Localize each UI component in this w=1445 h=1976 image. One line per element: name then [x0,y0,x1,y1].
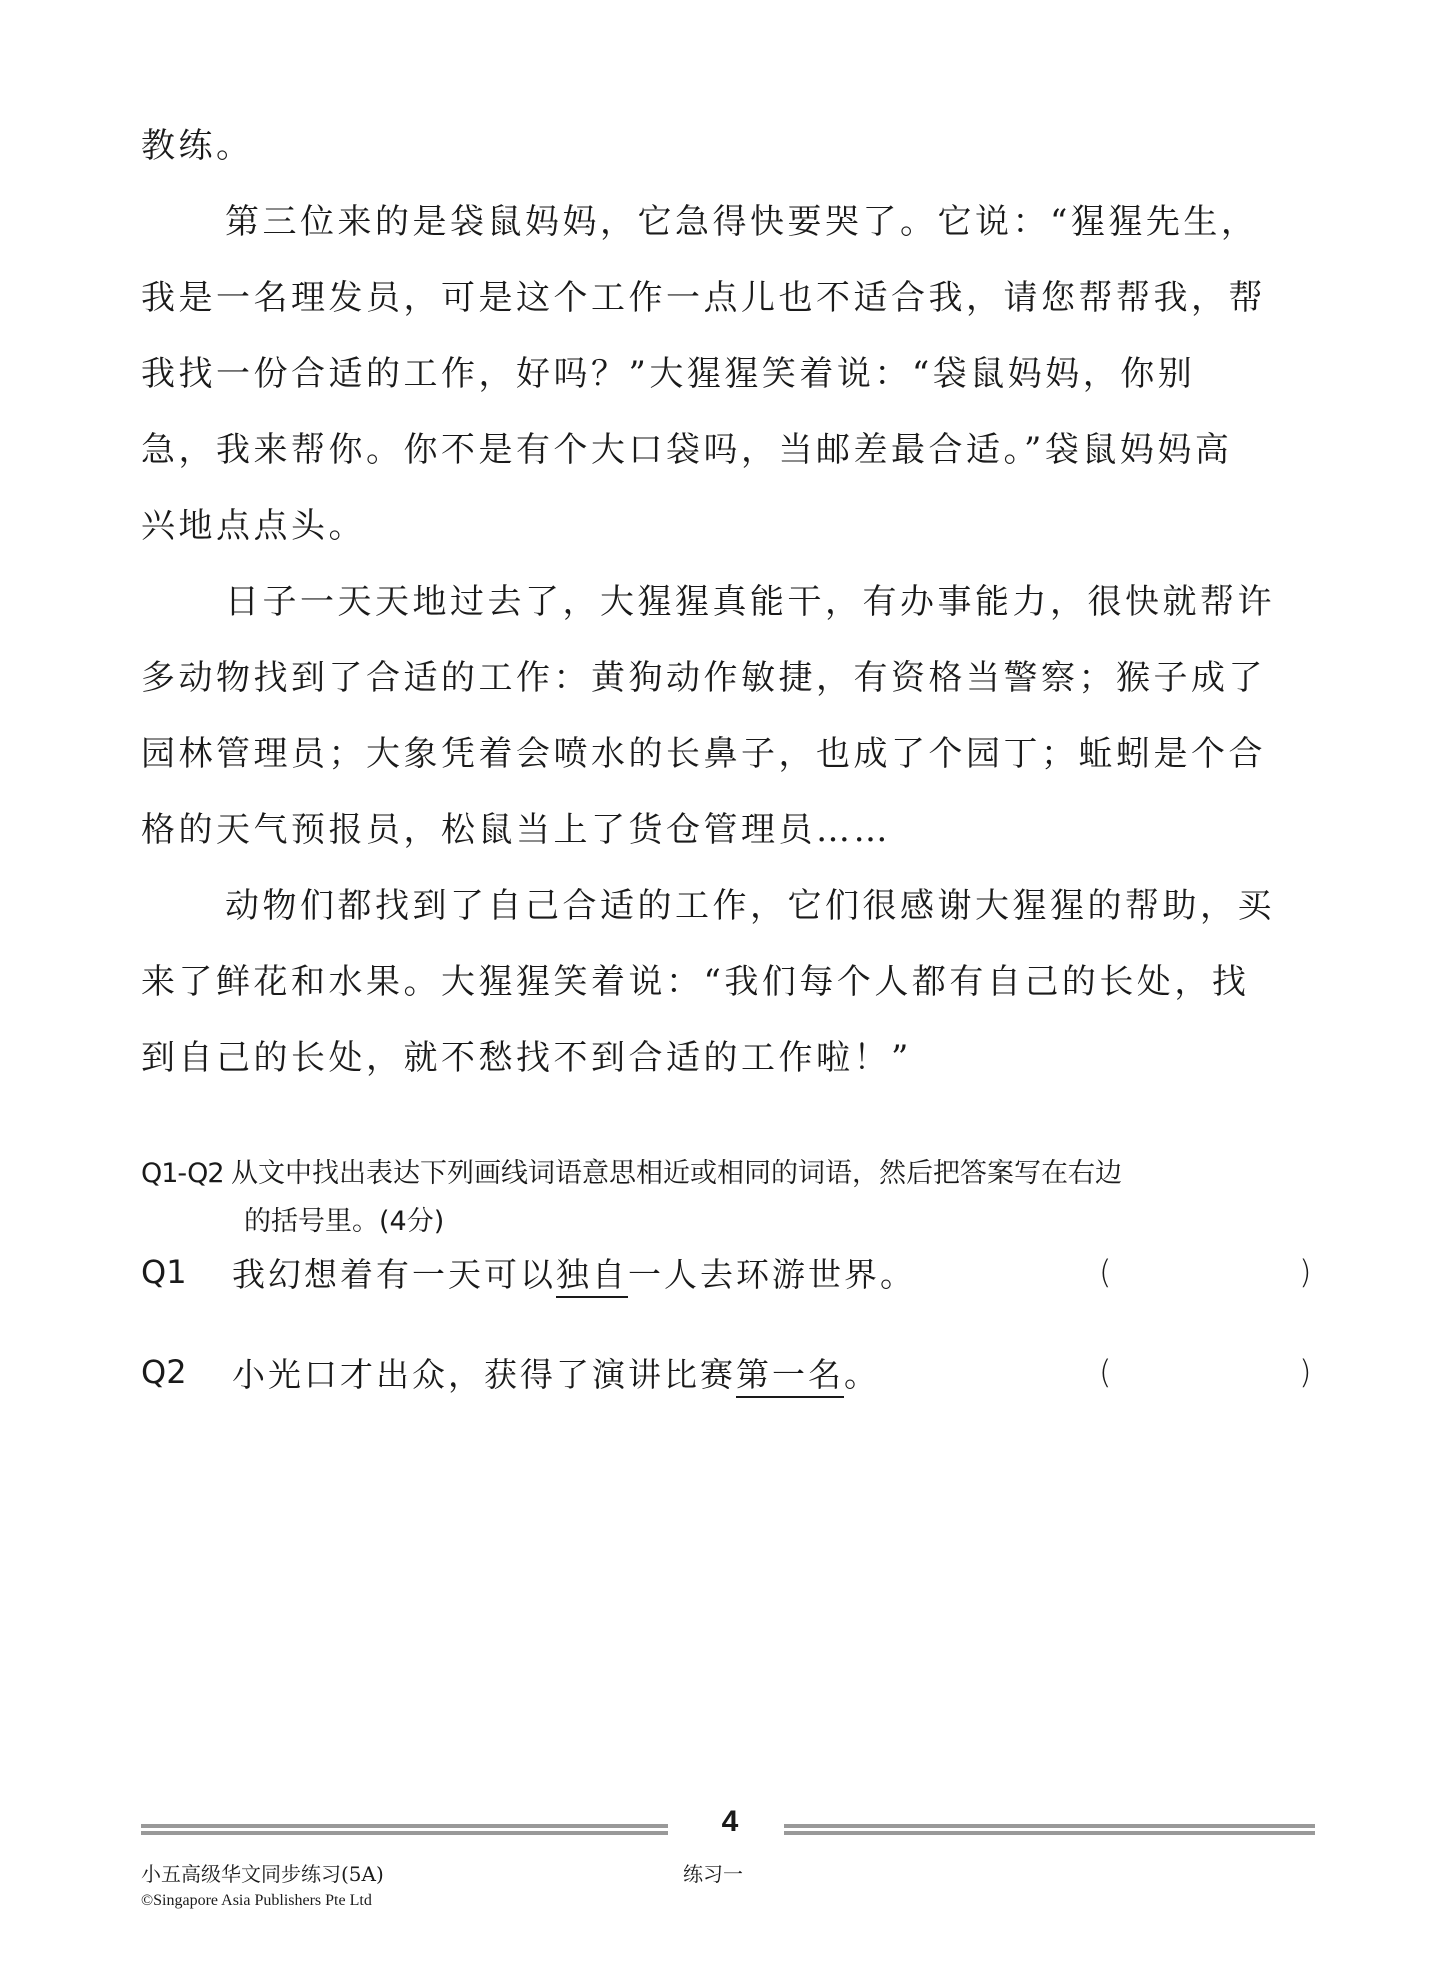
passage-line: 格的天气预报员，松鼠当上了货仓管理员…… [141,810,891,850]
question-instruction [141,1150,1321,1246]
passage-line: 我找一份合适的工作，好吗？”大猩猩笑着说：“袋鼠妈妈，你别 [141,354,1196,394]
question-label: Q1 [141,1253,187,1291]
passage-line: 第三位来的是袋鼠妈妈，它急得快要哭了。它说：“猩猩先生， [225,202,1259,242]
passage-line: 动物们都找到了自己合适的工作，它们很感谢大猩猩的帮助，买 [225,886,1275,926]
instruction-text-cont: 的括号里。(4分) [244,1206,445,1237]
answer-paren-open: ( [1099,1253,1112,1291]
text-segment: 一人去环游世界。 [628,1254,916,1294]
text-segment: 。 [844,1354,880,1394]
answer-paren-open: ( [1099,1353,1112,1391]
text-segment: 我幻想着有一天可以 [232,1254,556,1294]
underlined-word: 第一名 [736,1354,844,1394]
question-text [232,1349,880,1396]
instruction-text: 从文中找出表达下列画线词语意思相近或相同的词语，然后把答案写在右边 [231,1158,1122,1189]
question-label: Q2 [141,1353,187,1391]
passage-line: 我是一名理发员，可是这个工作一点儿也不适合我，请您帮帮我，帮 [141,278,1266,318]
passage-line: 急，我来帮你。你不是有个大口袋吗，当邮差最合适。”袋鼠妈妈高 [141,430,1233,470]
underlined-word: 独自 [556,1254,628,1294]
question-q1 [141,1242,1321,1302]
passage-line: 来了鲜花和水果。大猩猩笑着说：“我们每个人都有自己的长处，找 [141,962,1250,1002]
question-range: Q1-Q2 [141,1158,224,1189]
passage-line: 日子一天天地过去了，大猩猩真能干，有办事能力，很快就帮许 [225,582,1275,622]
footer-rule-left [141,1824,668,1835]
passage-line: 兴地点点头。 [141,506,366,546]
passage-line: 多动物找到了合适的工作：黄狗动作敏捷，有资格当警察；猴子成了 [141,658,1266,698]
passage-line: 教练。 [141,126,254,166]
passage-line: 到自己的长处，就不愁找不到合适的工作啦！” [141,1038,912,1078]
page-number: 4 [721,1805,739,1838]
question-q2 [141,1342,1321,1402]
copyright: ©Singapore Asia Publishers Pte Ltd [141,1892,372,1909]
answer-paren-close: ) [1299,1253,1312,1291]
text-segment: 小光口才出众，获得了演讲比赛 [232,1354,736,1394]
answer-paren-close: ) [1299,1353,1312,1391]
question-text [232,1249,916,1296]
book-title: 小五高级华文同步练习(5A) [141,1862,384,1886]
reading-passage [141,108,1314,1096]
footer-rule-right [784,1824,1315,1835]
passage-line: 园林管理员；大象凭着会喷水的长鼻子，也成了个园丁；蚯蚓是个合 [141,734,1266,774]
section-title: 练习一 [683,1862,743,1886]
